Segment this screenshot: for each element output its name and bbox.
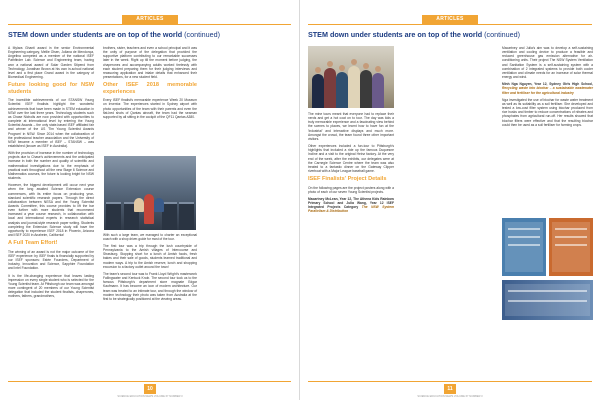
paragraph: The team's second tour was to Frank Lloyd Wright's masterwork Fallingwater and Kentuck Knob. The second tour took us to the famous Pittsburgh's department store magnate Edgar Kaufmann. It has become an icon of modern architecture. Our team was treated to an intimate tour, and through the window of modern technology their photo was taken from Australia at the first to be strategically positioned at the viewing areas. xyxy=(103,271,197,301)
paragraph: Nga investigated the use of biochar for waste water treatment as well as its suitability as a soil fertiliser. She developed and tested a low-cost filter system using biochar produced from rice husks and timber to reduce concentrations of nitrates and phosphates from agricultural run-off. Her results showed that biochar filters were effective and that the resulting biochar could then be used as a soil fertiliser for farming crops. xyxy=(502,97,593,127)
paragraph: Macartney and Julia's aim was to develop a self-sustaining ventilation and cooling device to produce a feasible and reduced greenhouse gas emission alternative for air-conditioning units. Their project The NSW System Ventilation and Sanitation System is a self-sustaining system with a combination of 2 integrated systems to provide both cooler ventilation and climate needs for an increase of solar thermal energy and wind. xyxy=(502,46,593,80)
paragraph: It is the life-changing experience that leaves lasting impression on every single student who is selected for the Young Scientist team. At Pittsburgh our team was amongst more contingent of 20 members of our Young Scientist delegation that included the student finalists, chaperones, mothers, fathers, grandmothers, xyxy=(8,273,94,299)
paragraph: A Mylara Ghanti award in the senior Environmental Engineering category, Mellie Olsen, Juliana de Mendonça, Angelina competed as a member of the national ISEF Pathfinder Lab. Science and Engineering team, having won a national award of Solar Garden Stipend from Technology, Jonathan Brown at his own in-school national level and a first place Grand award in the category of Biomedical Engineering. xyxy=(8,46,94,80)
right-page xyxy=(300,0,600,400)
top-rule xyxy=(8,24,291,25)
left-column-2 xyxy=(103,46,197,122)
page-headline xyxy=(8,30,291,39)
section-heading: Future looking good for NSW students xyxy=(8,82,94,95)
paragraph: The incredible achievements of our STANSW Young Scientist ISEF finalists highlight the wonderful achievements that have been made in STEM education in NSW over the last three years. Technology students such as Chase Nicholls are now provided with opportunities to complete at international level by entering the Young Scientist Awards – the only state-based ISEF affiliated fair and winner of the US 'Tim Young Scientist Awards Program' in NSW. Since 2014 when the collaboration of the professional teacher association and the University of NSW became a member of ISEF – STANSW – was established (known as ISEF in Australia). xyxy=(8,98,94,148)
project-poster-photo xyxy=(502,280,593,320)
project-title: Recycling waste into biochar – a sustainable wastewater filter and fertiliser for the agricultural industry xyxy=(502,86,593,95)
page-number: 10 xyxy=(144,384,156,394)
project-poster-photo xyxy=(502,218,546,276)
paragraph: Other experiences included a fun-tour to Pittsburgh's highlights that included a ride up the famous Duquesne Incline and a visit to the original Heinz factory. At the very end of the week, after the exhibits, our delegates were at the Carnegie Science Centre where the team was also treated to a fantastic dinner on the Gateway Clipper riverboat with a Major League baseball game. xyxy=(308,144,394,174)
finalist-name: Macartney McLean, Year 12, The Athena Kids Rainbow Primary School and Julia Wang, Year 12 ISEF Integrated Projects Category xyxy=(308,197,394,210)
right-column-1 xyxy=(308,112,394,217)
section-tab: ARTICLES xyxy=(122,15,178,24)
section-tab: ARTICLES xyxy=(422,15,478,24)
right-column-3 xyxy=(502,46,593,130)
photo-caption: The mine tours meant that everyone had to replace their nerds and get a hot coat on to tour. The day was kids a truly memorable experience and a fascinating view behind the scenes to places, we learnt how to have fun at the 'industrial' and interactive displays and much more. Amongst the crowd, the team found three other important visitors. xyxy=(308,112,394,141)
project-poster-photo xyxy=(549,218,593,276)
page-headline xyxy=(308,30,592,39)
project-title: The NSW System Parallelism & Distribution xyxy=(308,205,394,214)
paragraph: Every ISEF finalist's memorable experience Week 20 Museum on Inventor. The experiences started in Sydney airport with photo opportunities of the team with their parents and even the flat-bed shots of Qantas aircraft, the team had the seaman supported by all sitting in the cockpit of the QF11 Qantas A380. xyxy=(103,98,197,119)
left-column-2-lower xyxy=(103,244,197,304)
section-heading: ISEF Finalists' Project Details xyxy=(308,176,387,183)
paragraph: The first tour was a trip through the lush countryside of Pennsylvania to the Amish villages of Intercourse and Strasburg. Stopping short for a lunch of Amish foods, fresh bakes and their sale of goods, students learned traditional and modern ways. A trip to the Amish reserve, lunch and shopping excursion to a factory outlet around the town! xyxy=(103,244,197,269)
left-column-1 xyxy=(8,46,94,301)
aircraft-cabin-photo xyxy=(104,156,196,230)
section-heading: A Full Team Effort! xyxy=(8,240,58,247)
page-number: 11 xyxy=(444,384,456,394)
paragraph: However, the biggest development will occur next year when the long awaited Science Extension course commences, with its entire focus on producing year-standard scientific research papers. Through the direct collaboration between NESA and the Young Scientist Awards Committee, this course provides to lift the bar even further with more students that recommend increased a year course research, in collaboration with local and international experts in research statistical analysis and journal-style research paper writing. Students completing the Extension Science study will have the opportunity to experience ISEF 2018 in Phoenix, Arizona and ISEF 2020 in Anaheim, California! xyxy=(8,183,94,238)
footer-rule xyxy=(308,381,592,382)
finalist-name: Minh Nga Nguyen, Year 12, Sydney Girls High School, xyxy=(502,82,593,87)
footer-text: SCIENCE EDUCATION NEWS VOLUME 67 NUMBER 3 xyxy=(417,395,483,398)
group-photo xyxy=(308,46,394,108)
headline-continued: (continued) xyxy=(484,30,521,39)
headline-continued: (continued) xyxy=(184,30,221,39)
footer-rule xyxy=(8,381,291,382)
paragraph: With the provision of increase in the number of technology projects due to Chase's achievements and the anticipated increase in both the number and quality of scientific and mathematical investigations due to the emphasis of practical work throughout all the new Stage 6 Science and Mathematics courses, the future is looking bright for NSW students. xyxy=(8,151,94,181)
photo-caption: With such a large team, we managed to charter an exceptional coach with a shop driver-guide for most of the tour. xyxy=(103,233,197,241)
paragraph: On the following pages are the project posters along with a photo of each of our seven Young Scientist projects. xyxy=(308,185,394,194)
headline-text: STEM down under students are on top of the world xyxy=(8,30,183,39)
footer-text: SCIENCE EDUCATION NEWS VOLUME 67 NUMBER 3 xyxy=(117,395,183,398)
paragraph: The winning of an award is not the major outcome of the ISEF experience: by ISEF finals is financially supported by our ISEF sponsors: Estée Founders, Department of Industry, Innovation and Science, Sapphire Foundation and Intel Foundation. xyxy=(8,249,94,271)
paragraph: brothers, sister, teachers and even a school principal and it was the unity of purpose of the delegation that provided the supportive platform contributing to our remarkable successes later in the week. Right up till the moment before judging, the chaperones and accompanying adults worked tirelessly with each student preparing them for their judging interviews and reassuring application and intake details that enhanced their presentations, for a new student field. xyxy=(103,46,197,80)
top-rule xyxy=(308,24,592,25)
section-heading: Other ISEF 2018 memorable experiences xyxy=(103,82,197,95)
headline-text: STEM down under students are on top of the world xyxy=(308,30,483,39)
